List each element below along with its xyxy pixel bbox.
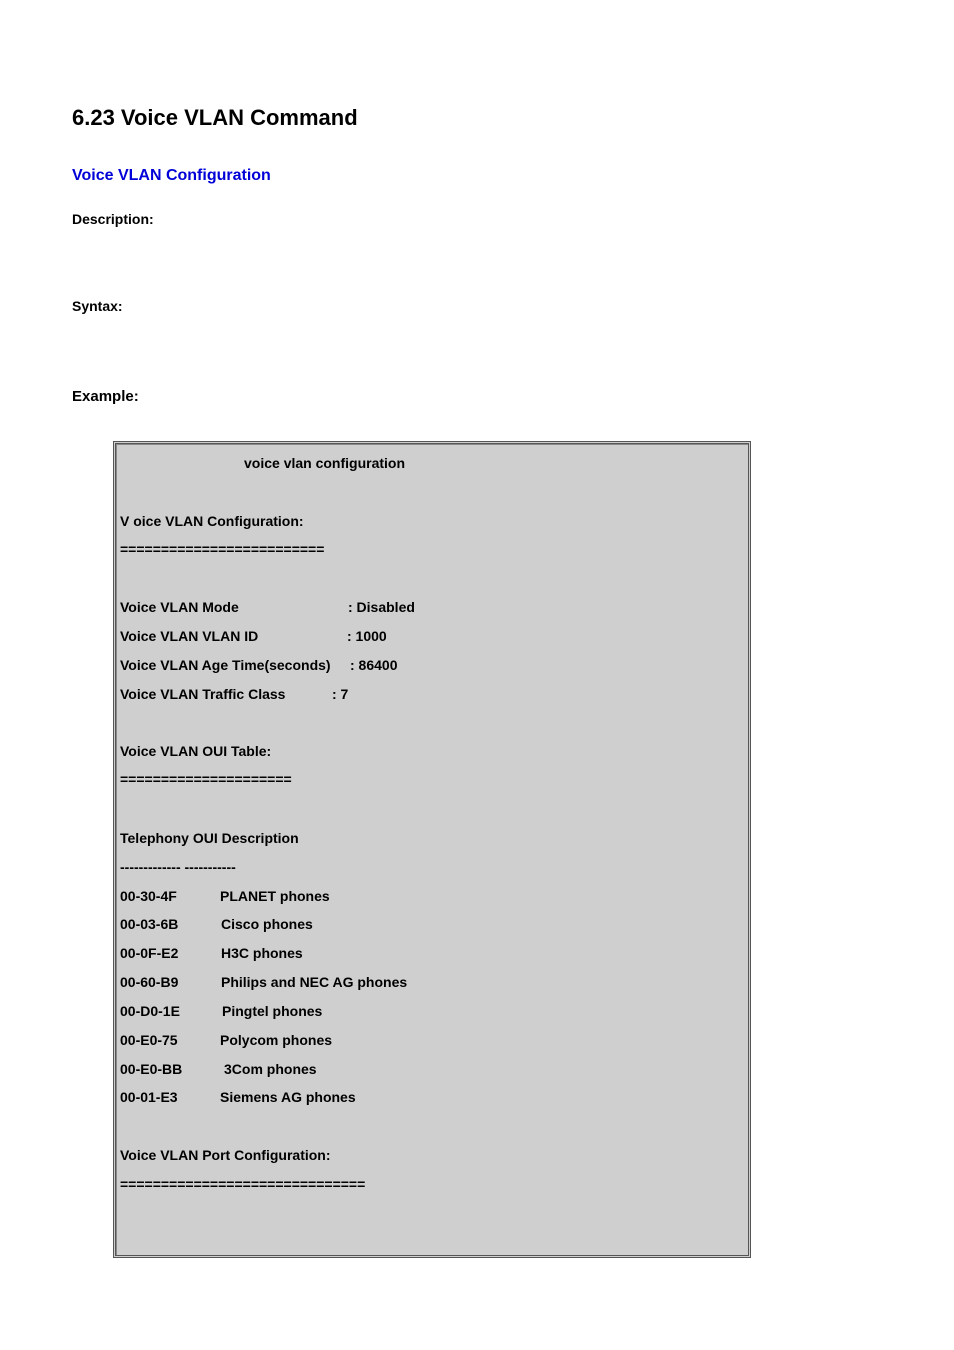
console-command: voice vlan configuration (244, 455, 406, 471)
port-rule: ============================== (120, 1176, 366, 1192)
oui-row-id: 00-D0-1E (120, 1003, 180, 1019)
oui-columns: Telephony OUI Description (120, 830, 299, 846)
oui-row-desc: PLANET phones (220, 888, 330, 904)
oui-row-id: 00-60-B9 (120, 974, 179, 990)
config-header: V oice VLAN Configuration: (120, 513, 304, 529)
config-rule: ========================= (120, 541, 325, 557)
port-header: Voice VLAN Port Configuration: (120, 1147, 331, 1163)
setting-value: : 1000 (347, 628, 387, 644)
oui-dashes: ------------- ----------- (120, 859, 236, 875)
oui-row-desc: Cisco phones (221, 916, 313, 932)
oui-row-desc: 3Com phones (224, 1061, 317, 1077)
oui-row-id: 00-E0-BB (120, 1061, 183, 1077)
oui-row-desc: Polycom phones (220, 1032, 333, 1048)
oui-row-desc: Siemens AG phones (220, 1089, 356, 1105)
oui-row-id: 00-E0-75 (120, 1032, 178, 1048)
setting-value: : 86400 (350, 657, 398, 673)
console-output-box (113, 441, 751, 1258)
oui-row-id: 00-01-E3 (120, 1089, 178, 1105)
oui-rule: ===================== (120, 771, 292, 787)
section-subtitle: Voice VLAN Configuration (72, 167, 271, 184)
setting-key: Voice VLAN Mode (120, 599, 239, 615)
oui-row-desc: H3C phones (221, 945, 303, 961)
setting-key: Voice VLAN Traffic Class (120, 686, 286, 702)
section-title: 6.23 Voice VLAN Command (72, 105, 358, 130)
oui-row-id: 00-0F-E2 (120, 945, 179, 961)
setting-value: : Disabled (348, 599, 415, 615)
setting-key: Voice VLAN VLAN ID (120, 628, 259, 644)
setting-key: Voice VLAN Age Time(seconds) (120, 657, 331, 673)
oui-row-id: 00-30-4F (120, 888, 177, 904)
oui-row-desc: Pingtel phones (222, 1003, 323, 1019)
oui-header: Voice VLAN OUI Table: (120, 743, 272, 759)
description-label: Description: (72, 211, 154, 227)
oui-row-desc: Philips and NEC AG phones (221, 974, 408, 990)
example-label: Example: (72, 388, 139, 405)
setting-value: : 7 (332, 686, 349, 702)
syntax-label: Syntax: (72, 298, 123, 314)
oui-row-id: 00-03-6B (120, 916, 179, 932)
